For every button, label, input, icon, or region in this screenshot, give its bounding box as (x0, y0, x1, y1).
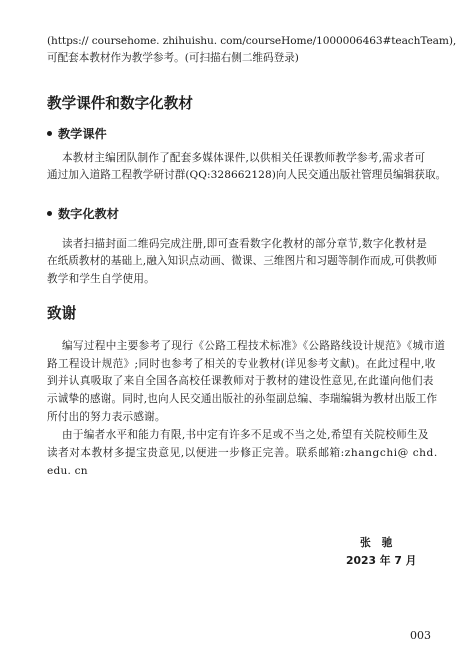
page-number: 003 (410, 629, 431, 642)
digital-line-1: 读者扫描封面二维码完成注册,即可查看数字化教材的部分章节,数字化教材是 (62, 238, 428, 250)
thanks-para1-line-3: 到并认真吸取了来自全国各高校任课教师对于教材的建设性意见,在此谨向他们表 (47, 375, 434, 387)
section-title-courseware: 教学课件和数字化教材 (47, 95, 193, 112)
thanks-para1-line-2: 路工程设计规范》;同时也参考了相关的专业教材(详见参考文献)。在此过程中,收 (47, 358, 436, 370)
section-title-thanks: 致谢 (47, 305, 77, 322)
thanks-para1-line-1: 编写过程中主要参考了现行《公路工程技术标准》《公路路线设计规范》《城市道 (62, 340, 446, 352)
courseware-line-1: 本教材主编团队制作了配套多媒体课件,以供相关任课教师教学参考,需求者可 (62, 152, 426, 164)
author-name: 张 驰 (360, 536, 393, 549)
url-line: (https:// coursehome. zhihuishu. com/courseHome/1000006463#teachTeam), (47, 35, 457, 47)
digital-line-2: 在纸质教材的基础上,融入知识点动画、微课、三维图片和习题等制作而成,可供教师 (47, 255, 438, 267)
thanks-para1-line-4: 示诚挚的感谢。同时,也向人民交通出版社的孙玺副总编、李瑞编辑为教材出版工作 (47, 393, 438, 405)
bullet-icon (47, 131, 52, 136)
thanks-para2-line-2: 读者对本教材多提宝贵意见,以便进一步修正完善。联系邮箱:zhangchi@ chd. (47, 447, 438, 459)
digital-line-3: 教学和学生自学使用。 (47, 273, 155, 285)
subsection-title-courseware (47, 126, 107, 142)
signature-date: 2023 年 7 月 (346, 554, 417, 567)
bullet-icon (47, 211, 52, 216)
thanks-para2-line-1: 由于编者水平和能力有限,书中定有许多不足或不当之处,希望有关院校师生及 (62, 429, 429, 441)
thanks-para1-line-5: 所付出的努力表示感谢。 (47, 411, 166, 423)
qr-note-line: 可配套本教材作为教学参考。(可扫描右侧二维码登录) (47, 52, 299, 64)
thanks-para2-line-3: edu. cn (47, 465, 88, 477)
subsection-label: 数字化教材 (58, 207, 119, 221)
courseware-line-2: 通过加入道路工程教学研讨群(QQ:328662128)向人民交通出版社管理员编辑获取。 (47, 169, 447, 181)
subsection-label: 教学课件 (58, 127, 107, 141)
subsection-title-digital (47, 206, 119, 222)
